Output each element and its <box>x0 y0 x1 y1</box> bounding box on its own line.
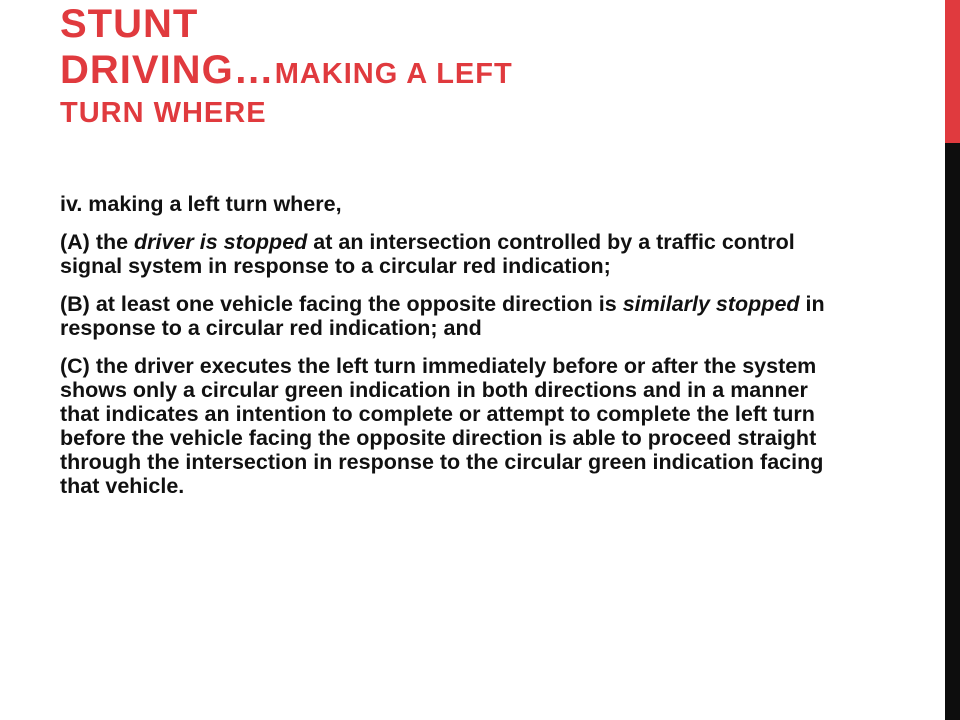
paragraph-b-start: (B) at least one vehicle facing the opposite direction is <box>60 292 623 316</box>
title-line-2 <box>60 50 660 90</box>
title-line-3: TURN WHERE <box>60 97 267 129</box>
paragraph-b <box>60 292 850 340</box>
paragraph-a-end: at an intersection controlled by a traffic control signal system in response to a circular red indication; <box>60 230 795 278</box>
paragraph-a <box>60 230 850 278</box>
accent-bar-red <box>945 0 960 143</box>
title-line-1: STUNT <box>60 2 199 46</box>
title-line-2-big: DRIVING… <box>60 48 275 92</box>
paragraph-c: (C) the driver executes the left turn immediately before or after the system shows only a circular green indication in both directions and in a manner that indicates an intention to complete or attempt to complete the left turn before the vehicle facing the opposite direction is able to proceed straight through the intersection in response to the circular green indication facing that vehicle. <box>60 354 824 498</box>
paragraph-intro: iv. making a left turn where, <box>60 192 342 216</box>
accent-bar-black <box>945 143 960 720</box>
title-line-2-small: MAKING A LEFT <box>274 58 513 90</box>
paragraph-b-end: in response to a circular red indication; and <box>60 292 825 340</box>
paragraph-b-emphasis: similarly stopped <box>622 292 800 316</box>
slide-title <box>60 4 660 128</box>
slide-body <box>60 192 850 512</box>
paragraph-a-emphasis: driver is stopped <box>134 230 308 254</box>
paragraph-a-start: (A) the <box>60 230 135 254</box>
